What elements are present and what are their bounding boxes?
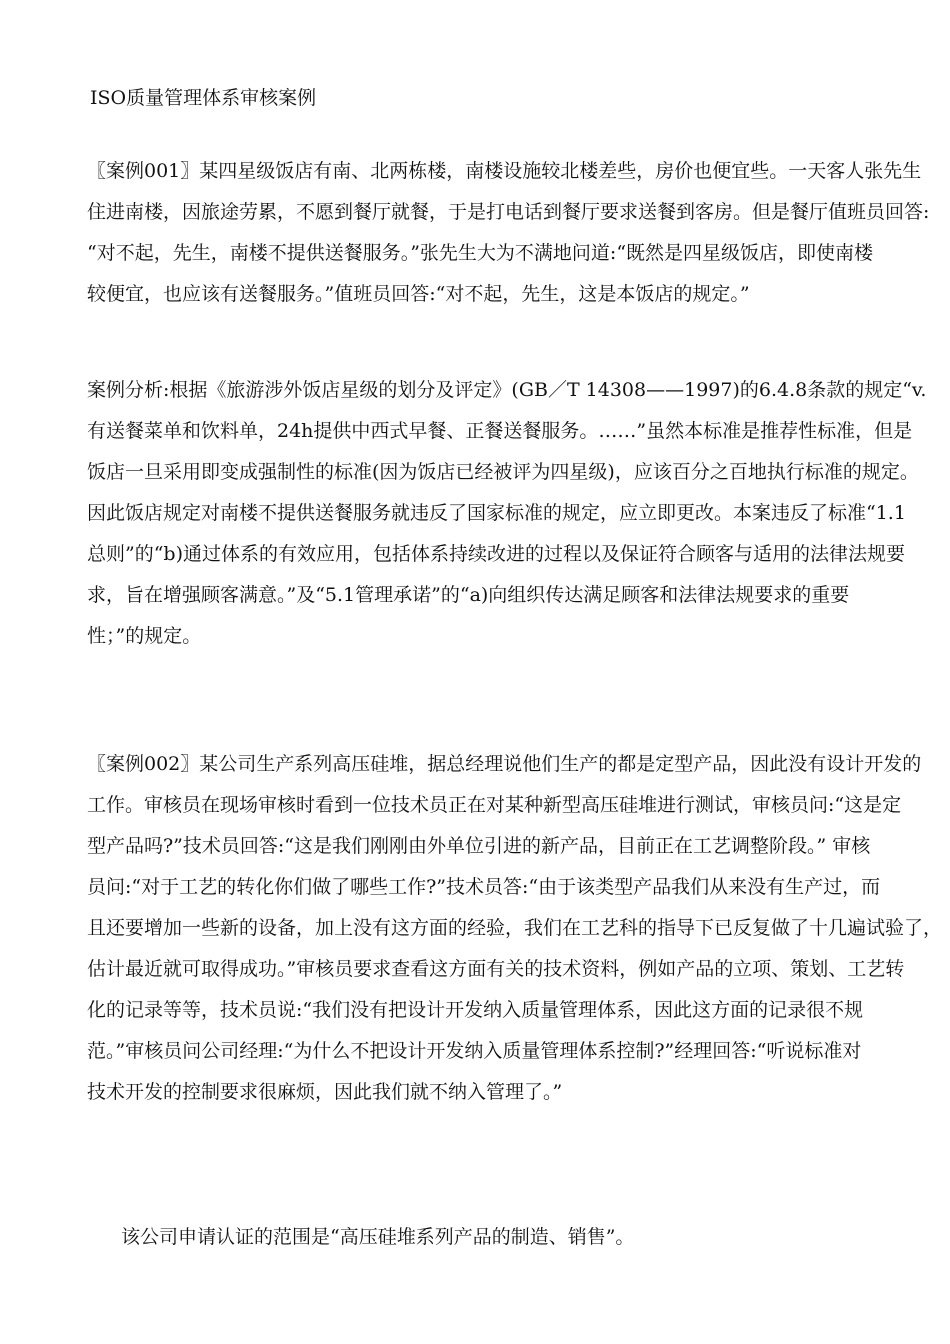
text-line: 且还要增加一些新的设备，加上没有这方面的经验，我们在工艺科的指导下已反复做了十几遍试验了， [87, 917, 943, 939]
text-line: 因此饭店规定对南楼不提供送餐服务就违反了国家标准的规定，应立即更改。本案违反了标准“1.1 [87, 502, 906, 524]
case-002-paragraph [87, 744, 943, 1113]
case-001-analysis-paragraph [87, 370, 927, 657]
text-line: 求，旨在增强顾客满意。”及“5.1管理承诺”的“a)向组织传达满足顾客和法律法规要求的重要 [87, 584, 850, 606]
text-line: 饭店一旦采用即变成强制性的标准(因为饭店已经被评为四星级)，应该百分之百地执行标准的规定。 [87, 461, 919, 483]
case-002-scope-paragraph [87, 1217, 877, 1258]
text-line: 工作。审核员在现场审核时看到一位技术员正在对某种新型高压硅堆进行测试，审核员问:“这是定 [87, 794, 902, 816]
case-001-paragraph [87, 151, 930, 315]
text-line: 较便宜，也应该有送餐服务。”值班员回答:“对不起，先生，这是本饭店的规定。” [87, 283, 750, 305]
text-line: 员问:“对于工艺的转化你们做了哪些工作?”技术员答:“由于该类型产品我们从来没有生产过，而 [87, 876, 881, 898]
text-line: 〖案例002〗某公司生产系列高压硅堆，据总经理说他们生产的都是定型产品，因此没有设计开发的 [87, 753, 922, 775]
text-line: 范。”审核员问公司经理:“为什么不把设计开发纳入质量管理体系控制?”经理回答:“听说标准对 [87, 1040, 862, 1062]
document-title: ISO质量管理体系审核案例 [90, 87, 317, 109]
text-line: 〖案例001〗某四星级饭店有南、北两栋楼，南楼设施较北楼差些，房价也便宜些。一天客人张先生 [87, 160, 922, 182]
text-line: 总则”的“b)通过体系的有效应用，包括体系持续改进的过程以及保证符合顾客与适用的法律法规要 [87, 543, 906, 565]
text-line: “对不起，先生，南楼不提供送餐服务。”张先生大为不满地问道:“既然是四星级饭店，即使南楼 [87, 242, 874, 264]
text-line: 案例分析:根据《旅游涉外饭店星级的划分及评定》(GB／T 14308——1997)的6.4.8条款的规定“v. [87, 379, 927, 401]
text-line: 性；”的规定。 [87, 625, 202, 647]
text-line: 技术开发的控制要求很麻烦，因此我们就不纳入管理了。” [87, 1081, 563, 1103]
text-line: 住进南楼，因旅途劳累，不愿到餐厅就餐，于是打电话到餐厅要求送餐到客房。但是餐厅值班员回答: [87, 201, 930, 223]
text-line: 该公司申请认证的范围是“高压硅堆系列产品的制造、销售”。 [121, 1226, 635, 1248]
text-line: 有送餐菜单和饮料单，24h提供中西式早餐、正餐送餐服务。……”虽然本标准是推荐性标准，但是 [87, 420, 913, 442]
text-line: 估计最近就可取得成功。”审核员要求查看这方面有关的技术资料，例如产品的立项、策划、工艺转 [87, 958, 905, 980]
text-line: 化的记录等等，技术员说:“我们没有把设计开发纳入质量管理体系，因此这方面的记录很不规 [87, 999, 864, 1021]
text-line: 型产品吗?”技术员回答:“这是我们刚刚由外单位引进的新产品，目前正在工艺调整阶段。” 审核 [87, 835, 871, 857]
